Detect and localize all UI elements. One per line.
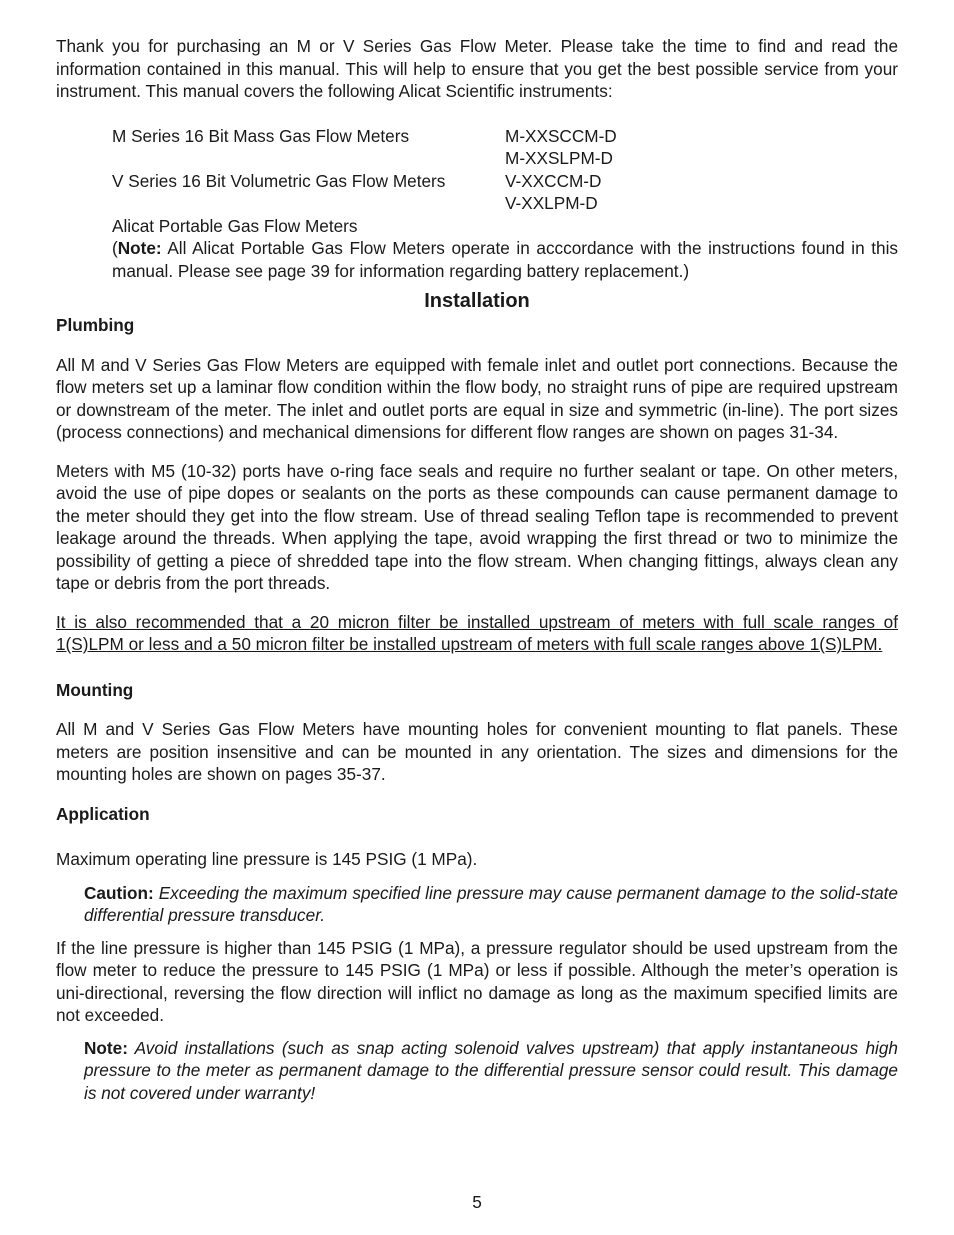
filter-recommendation: It is also recommended that a 20 micron filter be installed upstream of meters with full scale ranges of 1(S)LPM or less and a 50 micron filter be installed upstream of meters with full scale ranges above 1(S)LPM. — [56, 611, 898, 654]
portable-note-text: All Alicat Portable Gas Flow Meters operate in acccordance with the instructions found in this manual. Please see page 39 for information regarding battery replacement.) — [112, 238, 898, 281]
mounting-paragraph: All M and V Series Gas Flow Meters have mounting holes for convenient mounting to flat panels. These meters are position insensitive and can be mounted in any orientation. The sizes and dimensions for the mounting holes are shown on pages 35-37. — [56, 719, 898, 784]
application-paragraph-2: If the line pressure is higher than 145 PSIG (1 MPa), a pressure regulator should be used upstream from the flow meter to reduce the pressure to 145 PSIG (1 MPa) or less if possible. Although the meter’s operation is uni-directional, reversing the flow direction will inflict no damage as long as the maximum specified limits are not exceeded. — [56, 937, 898, 1025]
model-list — [112, 125, 898, 215]
caution-text: Exceeding the maximum specified line pressure may cause permanent damage to the solid-state differential pressure transducer. — [84, 882, 898, 925]
model-name-blank — [112, 147, 505, 170]
model-name-blank — [112, 192, 505, 215]
intro-paragraph: Thank you for purchasing an M or V Series Gas Flow Meter. Please take the time to find and read the information contained in this manual. This will help to ensure that you get the best possible service from your instrument. This manual covers the following Alicat Scientific instruments: — [56, 36, 898, 101]
portable-title: Alicat Portable Gas Flow Meters — [112, 215, 358, 236]
warranty-note — [84, 1037, 898, 1105]
caution-note — [84, 882, 898, 927]
plumbing-paragraph-2: Meters with M5 (10-32) ports have o-ring face seals and require no further sealant or tape. On other meters, avoid the use of pipe dopes or sealants on the ports as these compounds can cause permanent damage to the meter should they get into the flow stream. Use of thread sealing Teflon tape is recommended to prevent leakage around the threads. When applying the tape, avoid wrapping the first thread or two to minimize the possibility of getting a piece of shredded tape into the flow stream. When changing fittings, always clean any tape or debris from the port threads. — [56, 460, 898, 593]
model-name-v-series: V Series 16 Bit Volumetric Gas Flow Meters — [112, 170, 446, 191]
manual-page — [56, 35, 898, 1104]
installation-title: Installation — [424, 290, 530, 312]
model-code: M-XXSCCM-D — [505, 125, 617, 146]
application-heading: Application — [56, 803, 150, 824]
model-name-m-series: M Series 16 Bit Mass Gas Flow Meters — [112, 125, 410, 146]
portable-meters-block — [112, 215, 898, 283]
warranty-note-label: Note: — [84, 1037, 128, 1058]
portable-note-label: Note: — [117, 238, 162, 258]
warranty-note-text: Avoid installations (such as snap acting solenoid valves upstream) that apply instantaneous high pressure to the meter as permanent damage to the differential pressure sensor could result. This damage is not covered under warranty! — [84, 1037, 898, 1103]
model-code: V-XXCCM-D — [505, 170, 602, 191]
plumbing-heading: Plumbing — [56, 315, 135, 335]
plumbing-paragraph-1: All M and V Series Gas Flow Meters are equipped with female inlet and outlet port connections. Because the flow meters set up a laminar flow condition within the flow body, no straight runs of pipe are required upstream or downstream of the meter. The inlet and outlet ports are equal in size and symmetric (in-line). The port sizes (process connections) and mechanical dimensions for different flow ranges are shown on pages 31-34. — [56, 354, 898, 442]
mounting-heading: Mounting — [56, 679, 134, 700]
portable-note — [112, 237, 898, 282]
page-number: 5 — [472, 1192, 482, 1212]
model-code: V-XXLPM-D — [505, 193, 598, 213]
application-paragraph-1: Maximum operating line pressure is 145 PSIG (1 MPa). — [56, 849, 478, 869]
open-paren: ( — [112, 238, 118, 258]
model-code: M-XXSLPM-D — [505, 148, 613, 168]
caution-label: Caution: — [84, 882, 154, 903]
